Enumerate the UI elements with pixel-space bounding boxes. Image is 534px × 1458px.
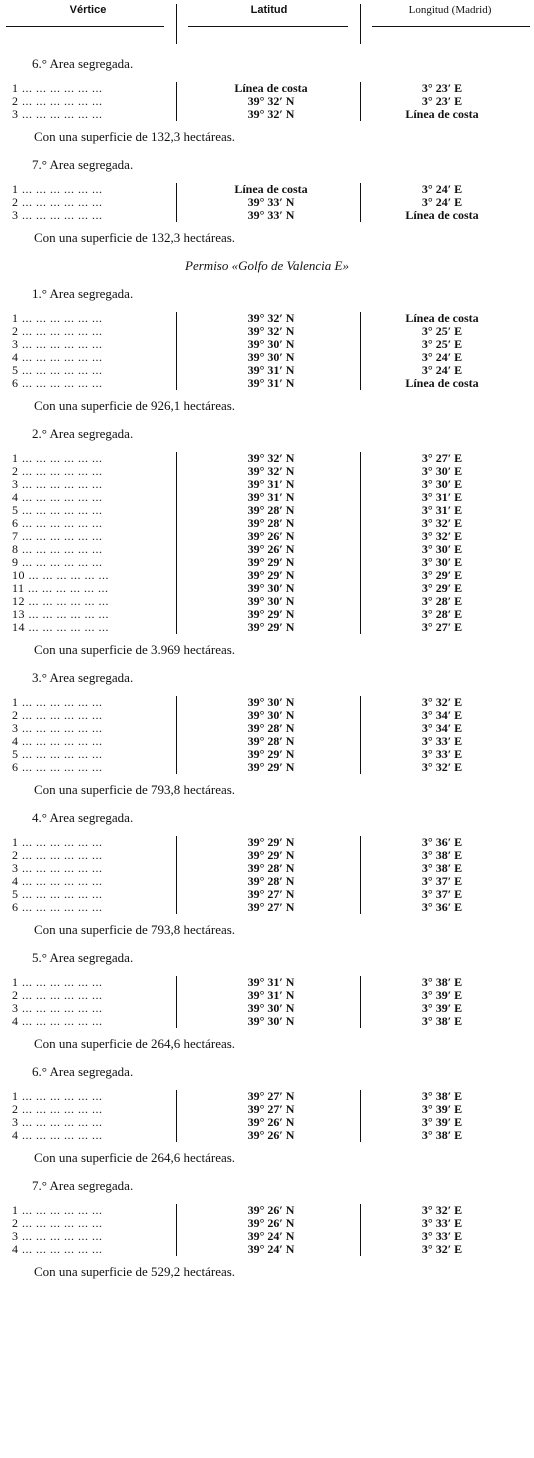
header-longitud: Longitud (Madrid) (408, 4, 492, 16)
longitude-value: 3° 25′ E (421, 324, 463, 338)
longitude-value: 3° 25′ E (421, 337, 463, 351)
vertex-table (0, 836, 534, 914)
latitude-value: Línea de costa (234, 81, 308, 95)
area-title: 2.° Area segregada. (32, 426, 134, 441)
latitude-value: 39° 32′ N (247, 94, 295, 108)
latitude-value: 39° 32′ N (247, 311, 295, 325)
area-block (0, 1178, 534, 1280)
vertex-label: 5 ... ... ... ... ... ... (12, 747, 103, 761)
latitude-value: 39° 28′ N (247, 721, 295, 735)
area-surface: Con una superficie de 529,2 hectáreas. (34, 1264, 236, 1279)
vertex-label: 5 ... ... ... ... ... ... (12, 503, 103, 517)
longitude-value: Línea de costa (405, 311, 479, 325)
latitude-value: 39° 33′ N (247, 195, 295, 209)
table-row (0, 1015, 534, 1028)
latitude-value: 39° 27′ N (247, 887, 295, 901)
latitude-value: 39° 26′ N (247, 1115, 295, 1129)
vertex-label: 1 ... ... ... ... ... ... (12, 695, 103, 709)
vertex-label: 4 ... ... ... ... ... ... (12, 350, 103, 364)
area-block (0, 286, 534, 414)
vertex-label: 1 ... ... ... ... ... ... (12, 182, 103, 196)
longitude-value: Línea de costa (405, 107, 479, 121)
longitude-value: 3° 32′ E (421, 1203, 463, 1217)
vertex-label: 1 ... ... ... ... ... ... (12, 311, 103, 325)
latitude-value: 39° 29′ N (247, 620, 295, 634)
longitude-value: 3° 36′ E (421, 900, 463, 914)
longitude-value: 3° 33′ E (421, 734, 463, 748)
longitude-value: 3° 38′ E (421, 1128, 463, 1142)
vertex-label: 2 ... ... ... ... ... ... (12, 988, 103, 1002)
header-vertice: Vértice (69, 4, 107, 16)
latitude-value: 39° 29′ N (247, 835, 295, 849)
vertex-label: 3 ... ... ... ... ... ... (12, 1001, 103, 1015)
longitude-value: 3° 38′ E (421, 1014, 463, 1028)
longitude-value: 3° 30′ E (421, 477, 463, 491)
latitude-value: 39° 27′ N (247, 900, 295, 914)
latitude-value: 39° 30′ N (247, 350, 295, 364)
vertex-label: 1 ... ... ... ... ... ... (12, 835, 103, 849)
longitude-value: 3° 39′ E (421, 1102, 463, 1116)
column-separator (176, 452, 177, 634)
latitude-value: 39° 32′ N (247, 464, 295, 478)
vertex-label: 5 ... ... ... ... ... ... (12, 887, 103, 901)
latitude-value: 39° 29′ N (247, 760, 295, 774)
longitude-value: 3° 31′ E (421, 490, 463, 504)
vertex-label: 3 ... ... ... ... ... ... (12, 721, 103, 735)
vertex-label: 10 ... ... ... ... ... ... (12, 568, 109, 582)
latitude-value: 39° 27′ N (247, 1089, 295, 1103)
vertex-label: 12 ... ... ... ... ... ... (12, 594, 109, 608)
latitude-value: 39° 31′ N (247, 490, 295, 504)
table-header (0, 0, 534, 48)
latitude-value: 39° 31′ N (247, 477, 295, 491)
longitude-value: 3° 32′ E (421, 760, 463, 774)
column-separator (360, 82, 361, 121)
column-separator (176, 1090, 177, 1142)
column-separator (360, 452, 361, 634)
longitude-value: 3° 24′ E (421, 350, 463, 364)
longitude-value: 3° 32′ E (421, 695, 463, 709)
table-row (0, 377, 534, 390)
latitude-value: 39° 29′ N (247, 568, 295, 582)
latitude-value: 39° 32′ N (247, 324, 295, 338)
latitude-value: 39° 30′ N (247, 708, 295, 722)
column-separator (360, 696, 361, 774)
longitude-value: 3° 28′ E (421, 594, 463, 608)
vertex-label: 2 ... ... ... ... ... ... (12, 464, 103, 478)
longitude-value: Línea de costa (405, 376, 479, 390)
area-surface: Con una superficie de 264,6 hectáreas. (34, 1036, 236, 1051)
vertex-table (0, 82, 534, 121)
header-rule (6, 26, 164, 27)
vertex-label: 4 ... ... ... ... ... ... (12, 490, 103, 504)
longitude-value: 3° 33′ E (421, 1216, 463, 1230)
vertex-label: 4 ... ... ... ... ... ... (12, 734, 103, 748)
column-separator (176, 183, 177, 222)
table-row (0, 209, 534, 222)
vertex-label: 13 ... ... ... ... ... ... (12, 607, 109, 621)
latitude-value: 39° 24′ N (247, 1229, 295, 1243)
longitude-value: 3° 29′ E (421, 581, 463, 595)
latitude-value: 39° 29′ N (247, 607, 295, 621)
vertex-label: 4 ... ... ... ... ... ... (12, 1014, 103, 1028)
area-block (0, 157, 534, 246)
area-block (0, 950, 534, 1052)
longitude-value: 3° 34′ E (421, 721, 463, 735)
vertex-label: 3 ... ... ... ... ... ... (12, 861, 103, 875)
latitude-value: 39° 29′ N (247, 555, 295, 569)
longitude-value: 3° 28′ E (421, 607, 463, 621)
latitude-value: 39° 31′ N (247, 975, 295, 989)
area-surface: Con una superficie de 132,3 hectáreas. (34, 230, 236, 245)
longitude-value: 3° 27′ E (421, 451, 463, 465)
longitude-value: 3° 38′ E (421, 1089, 463, 1103)
latitude-value: 39° 29′ N (247, 848, 295, 862)
vertex-label: 3 ... ... ... ... ... ... (12, 477, 103, 491)
column-separator (360, 836, 361, 914)
latitude-value: 39° 26′ N (247, 1216, 295, 1230)
table-row (0, 761, 534, 774)
header-rule (188, 26, 348, 27)
vertex-label: 1 ... ... ... ... ... ... (12, 1203, 103, 1217)
latitude-value: 39° 31′ N (247, 376, 295, 390)
latitude-value: 39° 31′ N (247, 988, 295, 1002)
table-row (0, 1129, 534, 1142)
longitude-value: 3° 27′ E (421, 620, 463, 634)
header-separator (176, 4, 177, 44)
vertex-label: 2 ... ... ... ... ... ... (12, 848, 103, 862)
vertex-table (0, 1204, 534, 1256)
vertex-label: 3 ... ... ... ... ... ... (12, 1115, 103, 1129)
vertex-label: 1 ... ... ... ... ... ... (12, 81, 103, 95)
latitude-value: 39° 27′ N (247, 1102, 295, 1116)
area-surface: Con una superficie de 132,3 hectáreas. (34, 129, 236, 144)
area-surface: Con una superficie de 793,8 hectáreas. (34, 782, 236, 797)
header-separator (360, 4, 361, 44)
vertex-table (0, 1090, 534, 1142)
vertex-label: 3 ... ... ... ... ... ... (12, 208, 103, 222)
vertex-label: 2 ... ... ... ... ... ... (12, 1102, 103, 1116)
area-surface: Con una superficie de 264,6 hectáreas. (34, 1150, 236, 1165)
table-row (0, 901, 534, 914)
vertex-table (0, 696, 534, 774)
vertex-table (0, 183, 534, 222)
latitude-value: Línea de costa (234, 182, 308, 196)
vertex-label: 3 ... ... ... ... ... ... (12, 107, 103, 121)
column-separator (360, 1090, 361, 1142)
latitude-value: 39° 26′ N (247, 1128, 295, 1142)
latitude-value: 39° 26′ N (247, 542, 295, 556)
latitude-value: 39° 31′ N (247, 363, 295, 377)
longitude-value: 3° 33′ E (421, 747, 463, 761)
longitude-value: 3° 23′ E (421, 94, 463, 108)
longitude-value: 3° 24′ E (421, 363, 463, 377)
longitude-value: 3° 24′ E (421, 195, 463, 209)
vertex-label: 1 ... ... ... ... ... ... (12, 1089, 103, 1103)
latitude-value: 39° 30′ N (247, 337, 295, 351)
vertex-label: 3 ... ... ... ... ... ... (12, 1229, 103, 1243)
latitude-value: 39° 28′ N (247, 861, 295, 875)
table-row (0, 108, 534, 121)
vertex-label: 4 ... ... ... ... ... ... (12, 1128, 103, 1142)
longitude-value: 3° 34′ E (421, 708, 463, 722)
longitude-value: Línea de costa (405, 208, 479, 222)
area-block (0, 426, 534, 658)
section-title: Permiso «Golfo de Valencia E» (185, 258, 349, 273)
area-title: 6.° Area segregada. (32, 56, 134, 71)
area-block (0, 810, 534, 938)
column-separator (360, 976, 361, 1028)
latitude-value: 39° 33′ N (247, 208, 295, 222)
table-row (0, 1243, 534, 1256)
longitude-value: 3° 36′ E (421, 835, 463, 849)
area-title: 7.° Area segregada. (32, 1178, 134, 1193)
area-title: 3.° Area segregada. (32, 670, 134, 685)
longitude-value: 3° 39′ E (421, 1115, 463, 1129)
area-title: 1.° Area segregada. (32, 286, 134, 301)
area-block (0, 56, 534, 145)
header-rule (372, 26, 530, 27)
vertex-label: 4 ... ... ... ... ... ... (12, 1242, 103, 1256)
latitude-value: 39° 26′ N (247, 529, 295, 543)
column-separator (176, 82, 177, 121)
area-block (0, 670, 534, 798)
longitude-value: 3° 30′ E (421, 555, 463, 569)
document-body (0, 56, 534, 1292)
vertex-label: 2 ... ... ... ... ... ... (12, 324, 103, 338)
latitude-value: 39° 30′ N (247, 695, 295, 709)
column-separator (176, 1204, 177, 1256)
vertex-label: 2 ... ... ... ... ... ... (12, 1216, 103, 1230)
longitude-value: 3° 32′ E (421, 529, 463, 543)
latitude-value: 39° 30′ N (247, 581, 295, 595)
latitude-value: 39° 32′ N (247, 451, 295, 465)
longitude-value: 3° 38′ E (421, 848, 463, 862)
longitude-value: 3° 38′ E (421, 975, 463, 989)
vertex-label: 6 ... ... ... ... ... ... (12, 516, 103, 530)
longitude-value: 3° 24′ E (421, 182, 463, 196)
area-block (0, 1064, 534, 1166)
vertex-label: 1 ... ... ... ... ... ... (12, 451, 103, 465)
vertex-label: 6 ... ... ... ... ... ... (12, 900, 103, 914)
column-separator (360, 312, 361, 390)
latitude-value: 39° 28′ N (247, 503, 295, 517)
column-separator (176, 836, 177, 914)
vertex-label: 11 ... ... ... ... ... ... (12, 581, 109, 595)
vertex-table (0, 452, 534, 634)
longitude-value: 3° 29′ E (421, 568, 463, 582)
vertex-label: 6 ... ... ... ... ... ... (12, 760, 103, 774)
area-title: 7.° Area segregada. (32, 157, 134, 172)
longitude-value: 3° 38′ E (421, 861, 463, 875)
column-separator (360, 183, 361, 222)
latitude-value: 39° 28′ N (247, 734, 295, 748)
longitude-value: 3° 37′ E (421, 887, 463, 901)
vertex-table (0, 976, 534, 1028)
vertex-label: 7 ... ... ... ... ... ... (12, 529, 103, 543)
vertex-label: 4 ... ... ... ... ... ... (12, 874, 103, 888)
latitude-value: 39° 28′ N (247, 516, 295, 530)
vertex-label: 14 ... ... ... ... ... ... (12, 620, 109, 634)
column-separator (176, 312, 177, 390)
latitude-value: 39° 30′ N (247, 1014, 295, 1028)
longitude-value: 3° 30′ E (421, 464, 463, 478)
column-separator (176, 976, 177, 1028)
latitude-value: 39° 29′ N (247, 747, 295, 761)
area-title: 6.° Area segregada. (32, 1064, 134, 1079)
latitude-value: 39° 28′ N (247, 874, 295, 888)
latitude-value: 39° 32′ N (247, 107, 295, 121)
vertex-label: 2 ... ... ... ... ... ... (12, 195, 103, 209)
vertex-label: 2 ... ... ... ... ... ... (12, 94, 103, 108)
longitude-value: 3° 32′ E (421, 1242, 463, 1256)
longitude-value: 3° 23′ E (421, 81, 463, 95)
latitude-value: 39° 24′ N (247, 1242, 295, 1256)
vertex-label: 2 ... ... ... ... ... ... (12, 708, 103, 722)
latitude-value: 39° 30′ N (247, 594, 295, 608)
area-title: 4.° Area segregada. (32, 810, 134, 825)
longitude-value: 3° 37′ E (421, 874, 463, 888)
vertex-table (0, 312, 534, 390)
area-surface: Con una superficie de 793,8 hectáreas. (34, 922, 236, 937)
longitude-value: 3° 39′ E (421, 1001, 463, 1015)
longitude-value: 3° 31′ E (421, 503, 463, 517)
vertex-label: 3 ... ... ... ... ... ... (12, 337, 103, 351)
longitude-value: 3° 39′ E (421, 988, 463, 1002)
column-separator (360, 1204, 361, 1256)
area-surface: Con una superficie de 926,1 hectáreas. (34, 398, 236, 413)
longitude-value: 3° 33′ E (421, 1229, 463, 1243)
vertex-label: 5 ... ... ... ... ... ... (12, 363, 103, 377)
vertex-label: 9 ... ... ... ... ... ... (12, 555, 103, 569)
area-surface: Con una superficie de 3.969 hectáreas. (34, 642, 236, 657)
vertex-label: 1 ... ... ... ... ... ... (12, 975, 103, 989)
vertex-label: 6 ... ... ... ... ... ... (12, 376, 103, 390)
longitude-value: 3° 30′ E (421, 542, 463, 556)
header-latitud: Latitud (250, 4, 288, 16)
vertex-label: 8 ... ... ... ... ... ... (12, 542, 103, 556)
latitude-value: 39° 26′ N (247, 1203, 295, 1217)
area-title: 5.° Area segregada. (32, 950, 134, 965)
table-row (0, 621, 534, 634)
longitude-value: 3° 32′ E (421, 516, 463, 530)
column-separator (176, 696, 177, 774)
latitude-value: 39° 30′ N (247, 1001, 295, 1015)
